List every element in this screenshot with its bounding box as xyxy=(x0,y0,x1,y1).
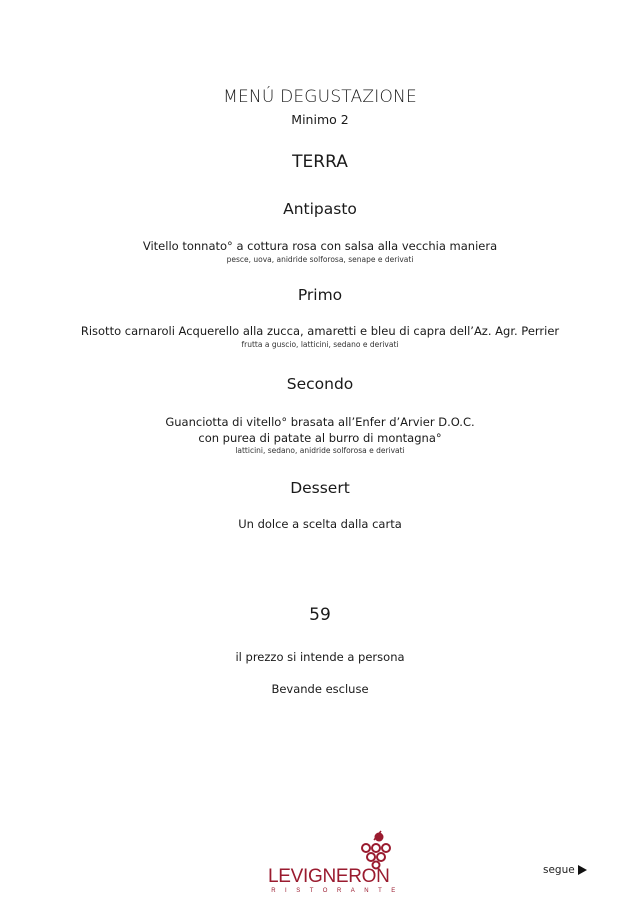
play-arrow-icon xyxy=(578,865,587,875)
per-person-note: il prezzo si intende a persona xyxy=(235,650,405,664)
menu-title: MENÚ DEGUSTAZIONE xyxy=(223,87,417,107)
drinks-note: Bevande escluse xyxy=(271,682,369,696)
logo-subtitle: RISTORANTE xyxy=(271,888,405,894)
dish-antipasto: Vitello tonnato° a cottura rosa con salsa alla vecchia maniera xyxy=(142,239,498,253)
dish-dessert: Un dolce a scelta dalla carta xyxy=(238,517,402,531)
dish-secondo-line-2: con purea di patate al burro di montagna° xyxy=(198,431,442,445)
menu-price: 59 xyxy=(309,605,331,625)
restaurant-logo xyxy=(268,830,408,894)
dish-primo: Risotto carnaroli Acquerello alla zucca, amaretti e bleu di capra dell’Az. Agr. Perrier xyxy=(80,324,560,338)
menu-subtitle: Minimo 2 xyxy=(291,112,349,127)
allergens-primo: frutta a guscio, latticini, sedano e derivati xyxy=(241,340,399,349)
menu-category: TERRA xyxy=(292,152,348,172)
course-heading-dessert: Dessert xyxy=(290,479,350,497)
course-heading-primo: Primo xyxy=(297,286,343,304)
allergens-antipasto: pesce, uova, anidride solforosa, senape e derivati xyxy=(226,255,414,264)
course-heading-secondo: Secondo xyxy=(286,375,354,393)
next-page-label: segue xyxy=(543,864,575,876)
logo-name: LEVIGNERON xyxy=(268,866,390,887)
next-page-link[interactable] xyxy=(543,864,587,876)
course-heading-antipasto: Antipasto xyxy=(283,200,357,218)
dish-secondo-line-1: Guanciotta di vitello° brasata all’Enfer d’Arvier D.O.C. xyxy=(165,415,475,429)
grape-cluster-icon xyxy=(356,830,400,870)
allergens-secondo: latticini, sedano, anidride solforosa e derivati xyxy=(235,446,405,455)
